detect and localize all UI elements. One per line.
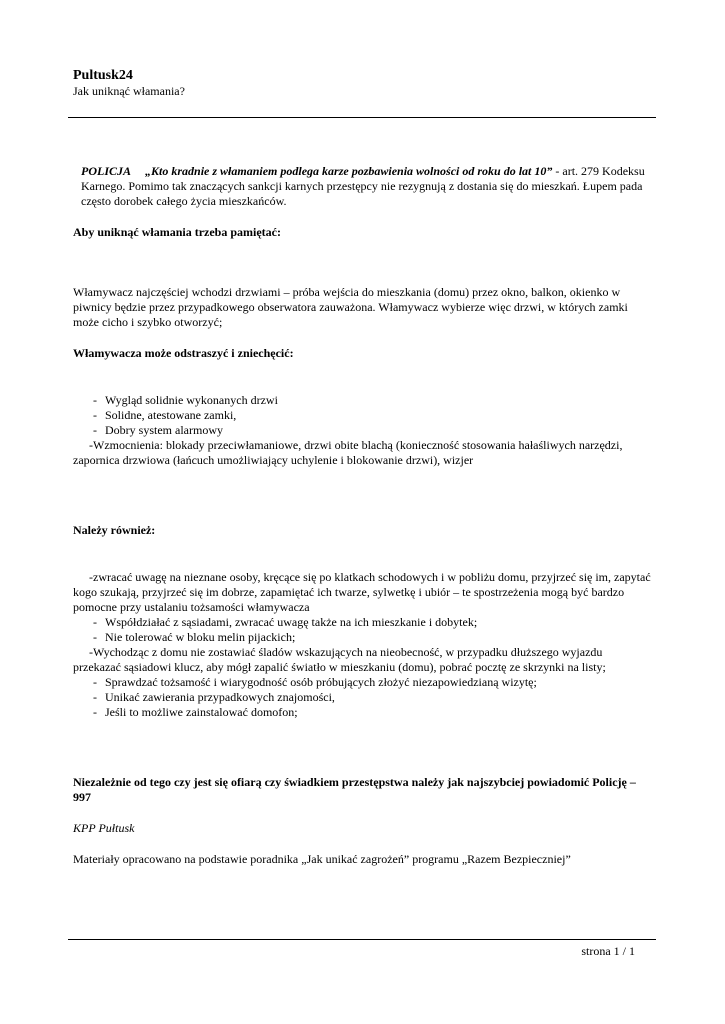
- list-item: - Współdziałać z sąsiadami, zwracać uwagę także na ich mieszkanie i dobytek;: [81, 615, 653, 630]
- list-item: - zwracać uwagę na nieznane osoby, kręcące się po klatkach schodowych i w pobliżu domu, przyjrzeć się im, zapytać kogo szukają, przyjrzeć się im dobrze, zapamiętać ich twarze, sylwetkę i ubiór – te spostrzeżenia mogą być bardzo pomocne przy ustalaniu tożsamości włamywacza: [73, 570, 653, 615]
- article-body: [73, 164, 653, 867]
- list-item: - Solidne, atestowane zamki,: [81, 408, 653, 423]
- list-item: - Unikać zawierania przypadkowych znajomości,: [81, 690, 653, 705]
- signature: KPP Pułtusk: [73, 821, 135, 835]
- section-text-entry: Włamywacz najczęściej wchodzi drzwiami – próba wejścia do mieszkania (domu) przez okno, balkon, okienko w piwnicy będzie przez przypadkowego obserwatora zauważona. Włamywacz wybierze więc drzwi, w których zamki może cicho i szybko otworzyć;: [73, 285, 628, 329]
- list-item: - Jeśli to możliwe zainstalować domofon;: [81, 705, 653, 720]
- list-item: - Nie tolerować w bloku melin pijackich;: [81, 630, 653, 645]
- header-divider: [68, 117, 656, 118]
- also-list: [73, 570, 653, 720]
- footer-divider: [68, 939, 656, 940]
- section-heading-deter: Włamywacza może odstraszyć i zniechęcić:: [73, 346, 294, 360]
- lead-paragraph: [73, 164, 653, 209]
- source-note: Materiały opracowano na podstawie poradnika „Jak unikać zagrożeń” programu „Razem Bezpieczniej”: [73, 852, 571, 866]
- deterrents-list: [73, 393, 653, 468]
- list-item: - Dobry system alarmowy: [81, 423, 653, 438]
- list-item: - Wygląd solidnie wykonanych drzwi: [81, 393, 653, 408]
- section-heading-remember: Aby uniknąć włamania trzeba pamiętać:: [73, 225, 281, 239]
- lead-quote: „Kto kradnie z włamaniem podlega karze pozbawienia wolności od roku do lat 10”: [145, 164, 553, 178]
- article-title: Jak uniknąć włamania?: [73, 84, 185, 98]
- section-heading-also: Należy również:: [73, 523, 156, 537]
- list-item: - Sprawdzać tożsamość i wiarygodność osób próbujących złożyć niezapowiedzianą wizytę;: [81, 675, 653, 690]
- police-label: POLICJA: [81, 164, 132, 178]
- list-item: - Wzmocnienia: blokady przeciwłamaniowe, drzwi obite blachą (konieczność stosowania hałaśliwych narzędzi, zapornica drzwiowa (łańcuch umożliwiający uchylenie i blokowanie drzwi), wizjer: [73, 438, 653, 468]
- site-title: Pultusk24: [73, 68, 133, 83]
- police-notice: Niezależnie od tego czy jest się ofiarą czy świadkiem przestępstwa należy jak najszybciej powiadomić Policję – 997: [73, 775, 636, 804]
- lead-text: - art. 279 Kodeksu Karnego. Pomimo tak znaczących sankcji karnych przestępcy nie rezygnują z dostania się do mieszkań. Łupem pada często dorobek całego życia mieszkańców.: [81, 164, 645, 208]
- page-number: strona 1 / 1: [581, 944, 635, 958]
- list-item: - Wychodząc z domu nie zostawiać śladów wskazujących na nieobecność, w przypadku dłuższego wyjazdu przekazać sąsiadowi klucz, aby mógł zapalić światło w mieszkaniu (domu), pobrać pocztę ze skrzynki na listy;: [73, 645, 653, 675]
